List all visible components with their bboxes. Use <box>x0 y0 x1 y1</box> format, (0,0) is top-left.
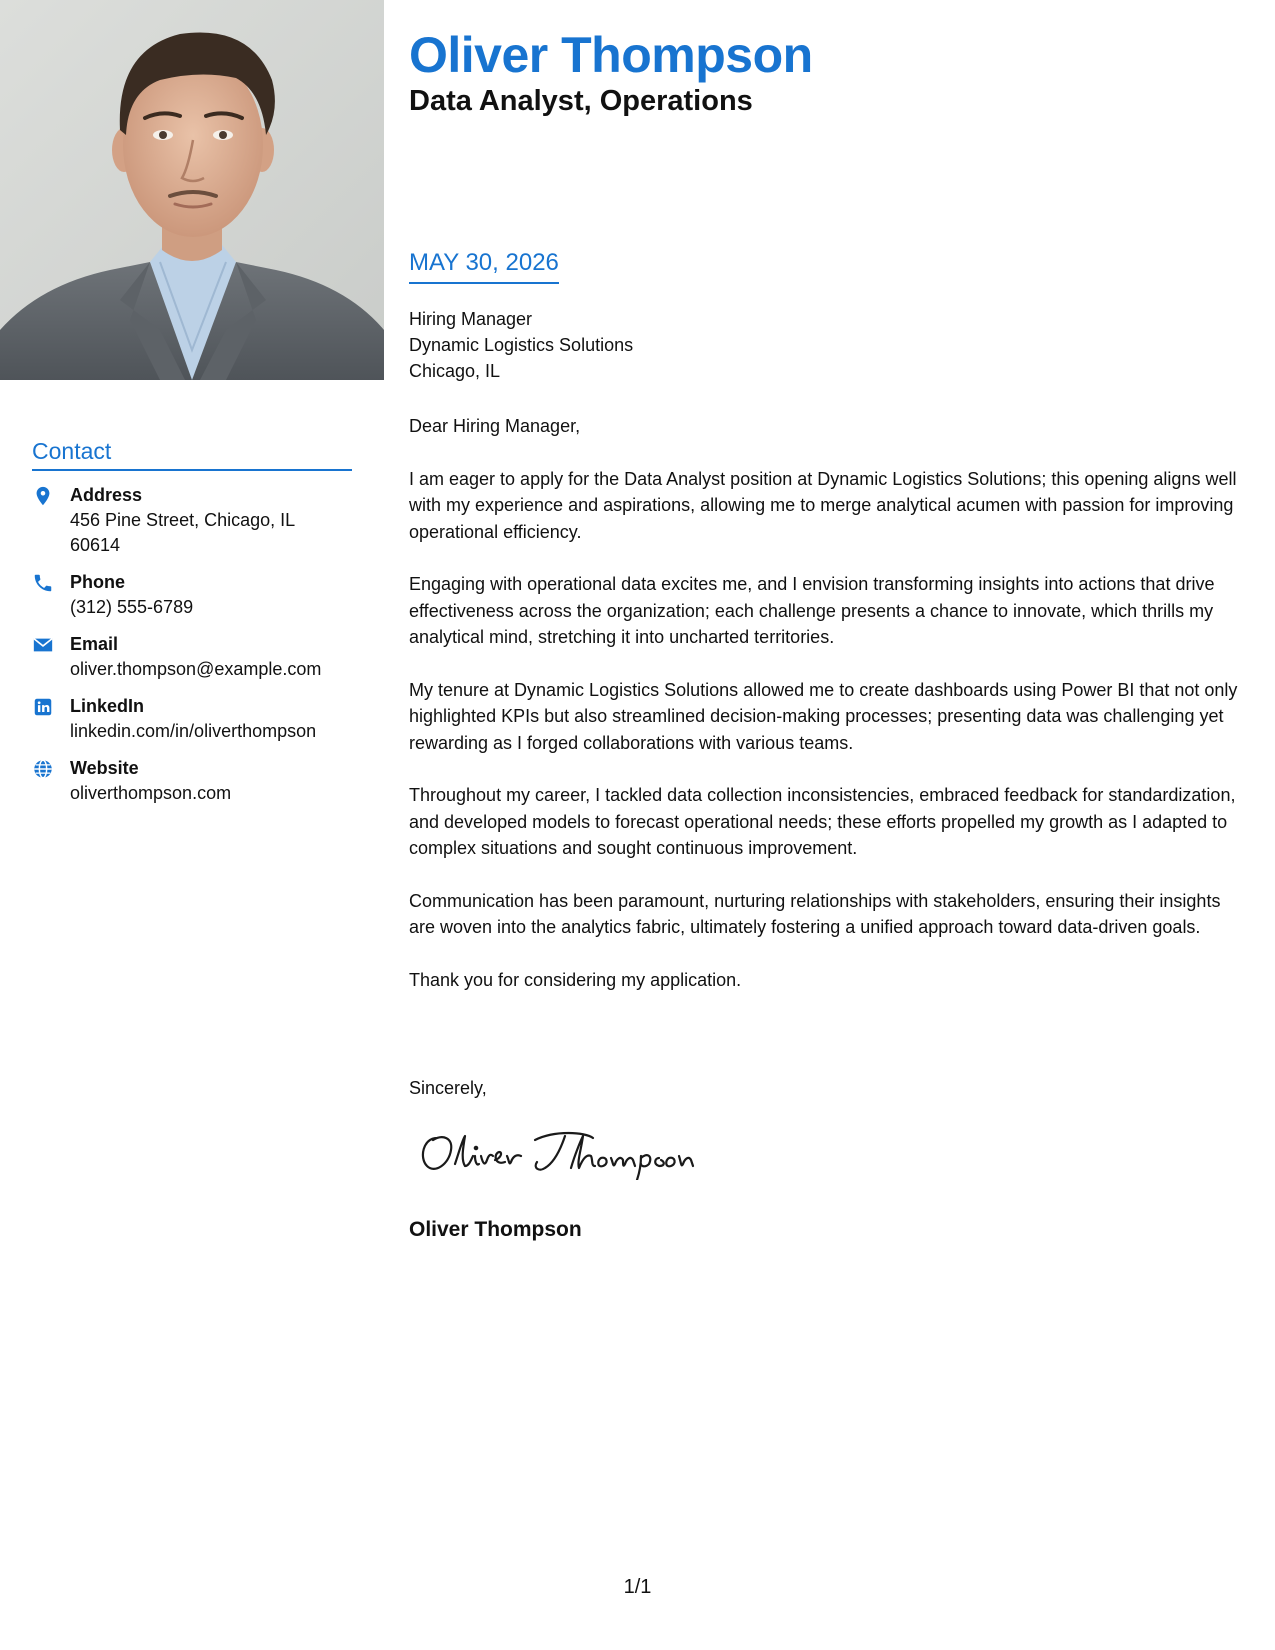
salutation: Dear Hiring Manager, <box>409 416 581 436</box>
contact-phone <box>32 570 352 620</box>
contact-email <box>32 632 352 682</box>
linkedin-label: LinkedIn <box>70 696 145 716</box>
address-value: 456 Pine Street, Chicago, IL 60614 <box>70 510 295 555</box>
phone-icon <box>32 572 54 594</box>
applicant-name: Oliver Thompson <box>409 27 813 83</box>
body-paragraph: Thank you for considering my application. <box>409 969 742 990</box>
recipient-line: Dynamic Logistics Solutions <box>409 335 634 355</box>
closing: Sincerely, <box>409 1078 487 1098</box>
linkedin-value[interactable]: linkedin.com/in/oliverthompson <box>70 721 317 741</box>
letter-date: MAY 30, 2026 <box>409 248 559 284</box>
signer-name: Oliver Thompson <box>409 1218 582 1241</box>
website-value[interactable]: oliverthompson.com <box>70 783 232 803</box>
date-block <box>409 248 559 284</box>
body-paragraph: My tenure at Dynamic Logistics Solutions allowed me to create dashboards using Power BI that not only highlighted KPIs but also streamlined decision-making processes; presenting data was challenging yet rewarding as I forged collaborations with various teams. <box>409 679 1238 753</box>
contact-linkedin <box>32 694 352 744</box>
email-label: Email <box>70 634 119 654</box>
body-paragraph: Communication has been paramount, nurturing relationships with stakeholders, ensuring their insights are woven into the analytics fabric, ultimately fostering a unified approach toward data-driven goals. <box>409 890 1221 937</box>
phone-label: Phone <box>70 572 126 592</box>
profile-photo <box>0 0 384 380</box>
contact-sidebar <box>32 436 352 818</box>
contact-section-title: Contact <box>32 436 352 471</box>
recipient-line: Chicago, IL <box>409 361 501 381</box>
globe-icon <box>32 758 54 780</box>
address-label: Address <box>70 485 143 505</box>
phone-value[interactable]: (312) 555-6789 <box>70 597 194 617</box>
website-label: Website <box>70 758 139 778</box>
contact-website <box>32 756 352 806</box>
recipient-block <box>409 306 1249 384</box>
recipient-line: Hiring Manager <box>409 309 533 329</box>
applicant-title: Data Analyst, Operations <box>409 85 753 117</box>
email-value[interactable]: oliver.thompson@example.com <box>70 659 322 679</box>
page-number: 1/1 <box>623 1576 652 1598</box>
body-paragraph: Engaging with operational data excites me, and I envision transforming insights into actions that drive effectiveness across the organization; each challenge presents a chance to innovate, which thrills my analytical mind, stretching it into uncharted territories. <box>409 574 1215 647</box>
contact-address <box>32 483 352 558</box>
body-paragraph: Throughout my career, I tackled data collection inconsistencies, embraced feedback for standardization, and developed models to forecast operational needs; these efforts propelled my growth as I adapted to complex situations and sought continuous improvement. <box>409 785 1236 858</box>
envelope-icon <box>32 634 54 656</box>
handwritten-signature <box>415 1124 695 1180</box>
letter-body <box>409 413 1244 1019</box>
letter-main <box>409 0 1249 1241</box>
body-paragraph: I am eager to apply for the Data Analyst position at Dynamic Logistics Solutions; this opening aligns well with my experience and aspirations, allowing me to merge analytical acumen with passion for improving operational efficiency. <box>409 468 1237 542</box>
map-pin-icon <box>32 485 54 507</box>
linkedin-icon <box>32 696 54 718</box>
